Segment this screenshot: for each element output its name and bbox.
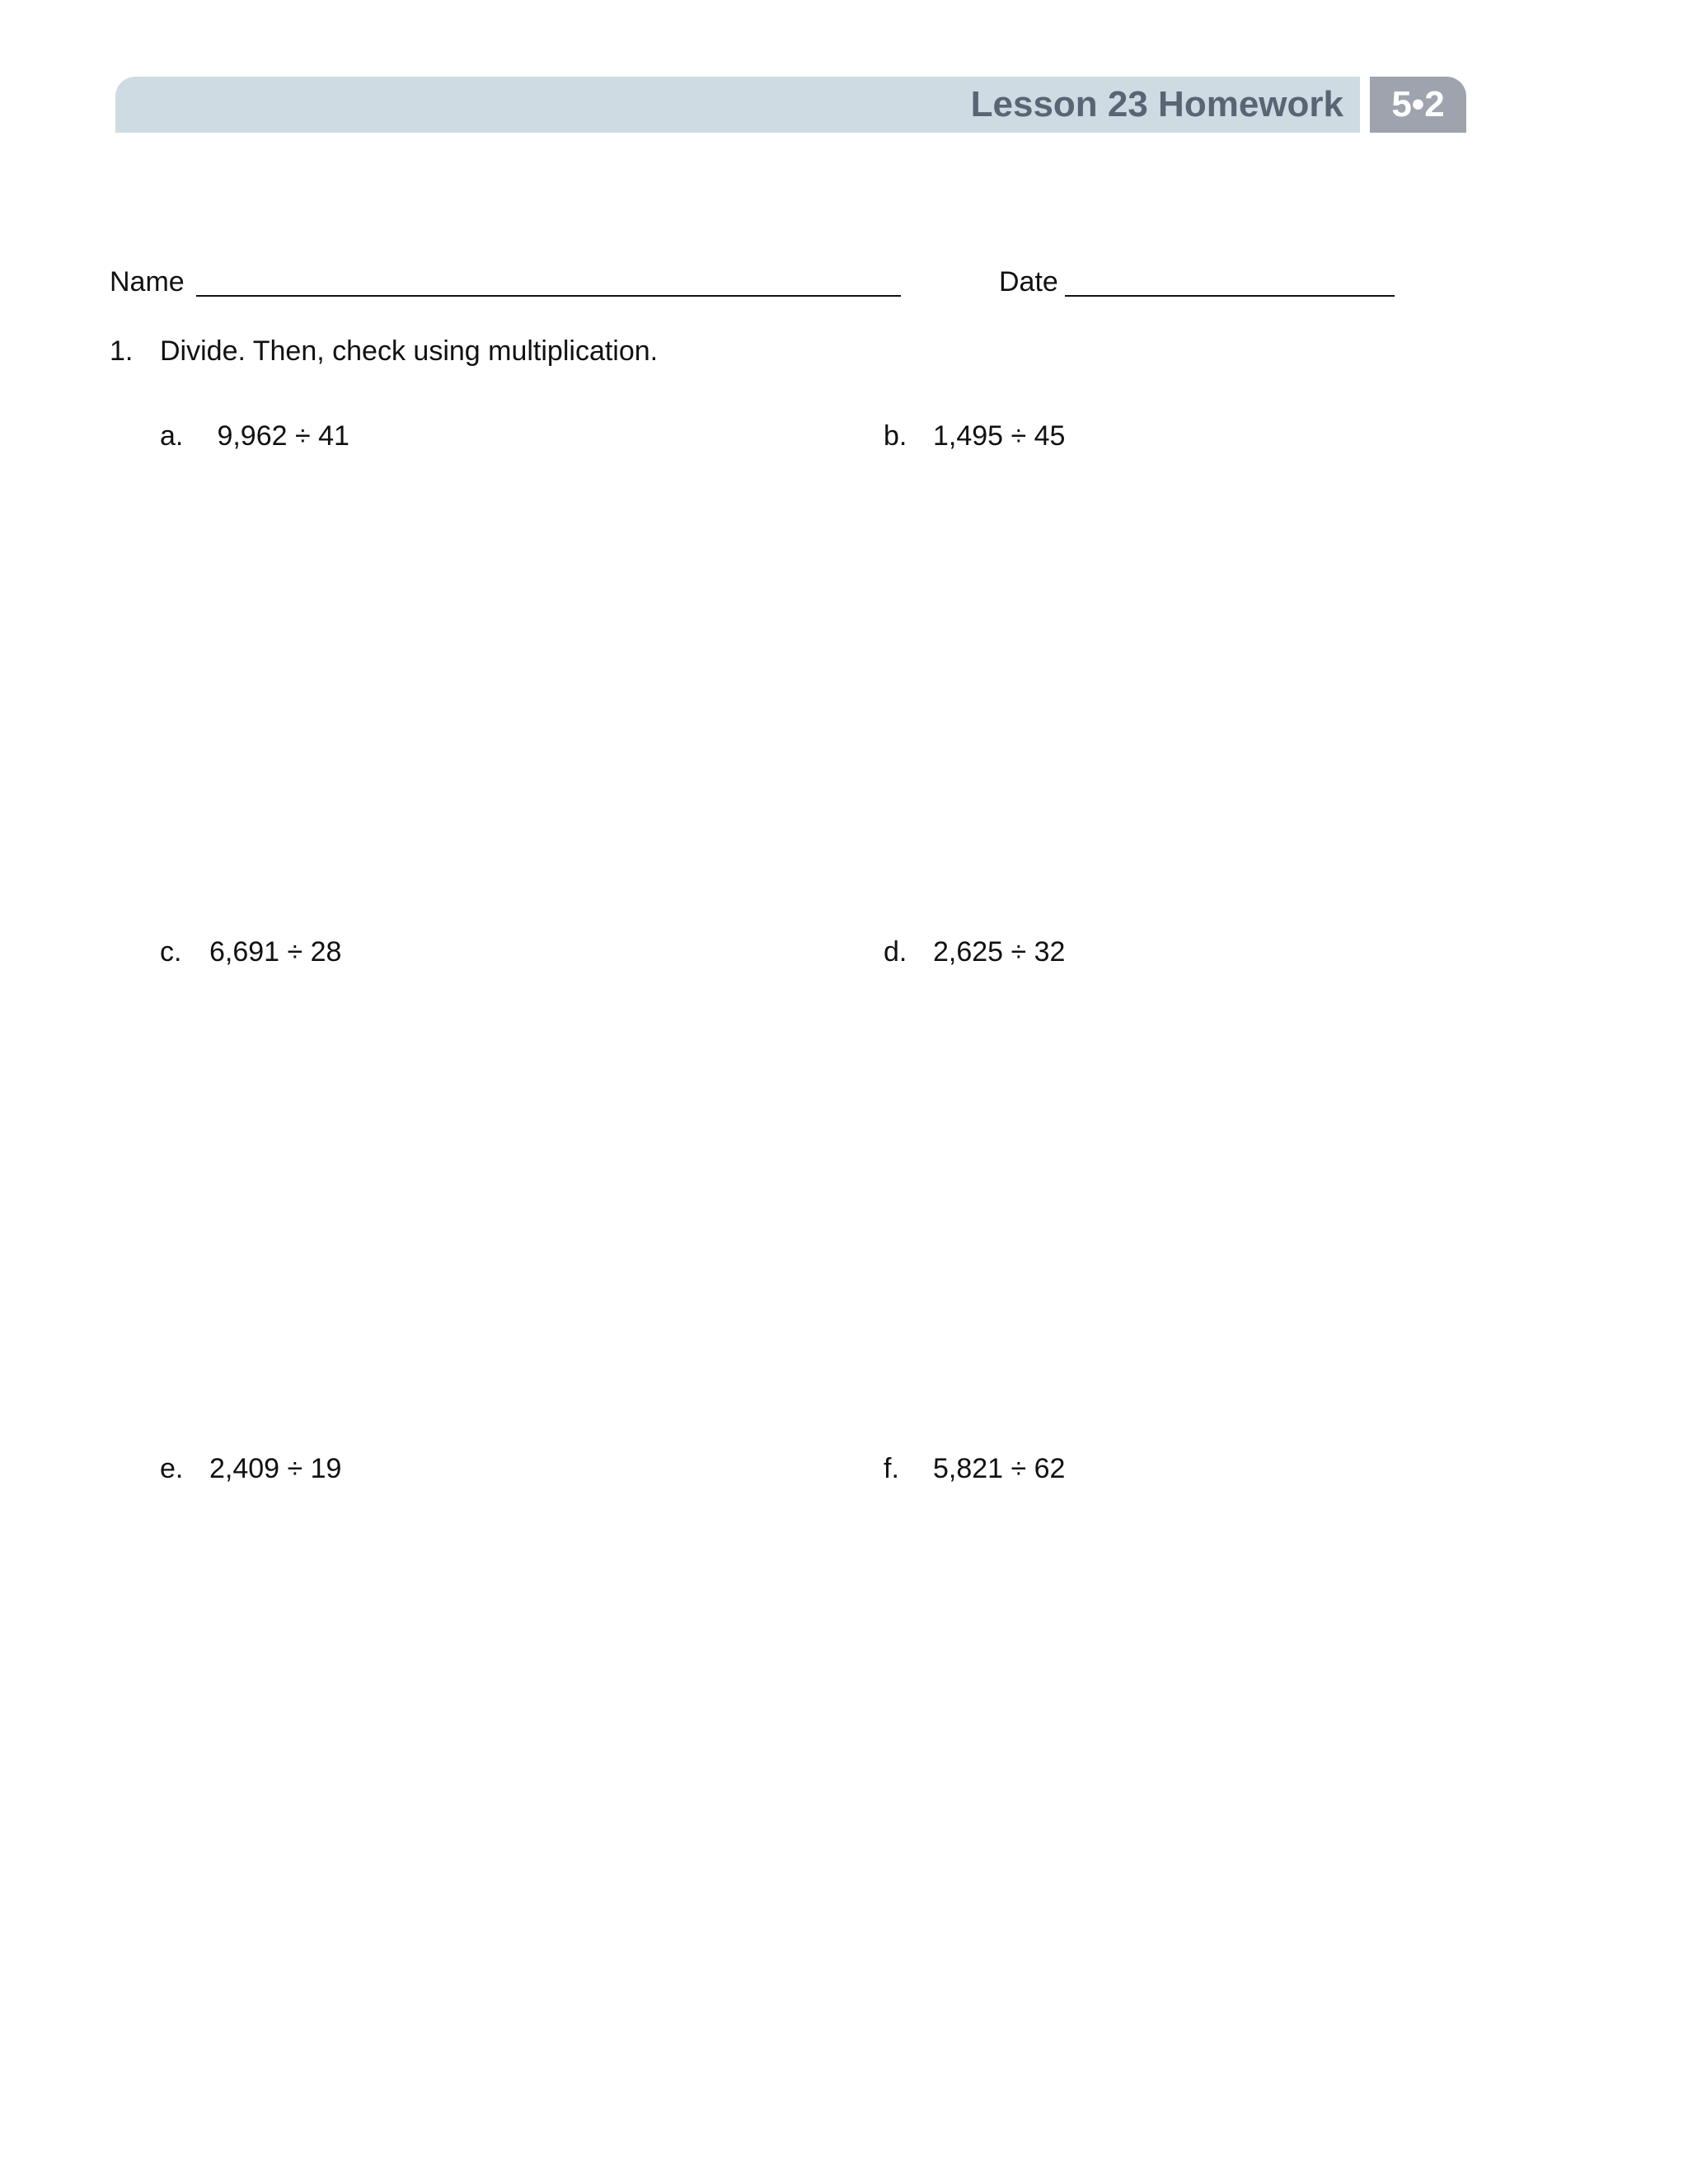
date-line[interactable] xyxy=(1065,295,1395,297)
problem-expression: 2,409 ÷ 19 xyxy=(209,1453,342,1484)
problem-expression: 9,962 ÷ 41 xyxy=(209,420,349,452)
problem-expression: 6,691 ÷ 28 xyxy=(209,936,342,968)
problem-letter: c. xyxy=(160,936,182,968)
question-number: 1. xyxy=(110,335,134,367)
problem-letter: a. xyxy=(160,420,184,452)
problem-expression: 1,495 ÷ 45 xyxy=(933,420,1066,452)
problem-expression: 2,625 ÷ 32 xyxy=(933,936,1066,968)
problem-letter: b. xyxy=(884,420,907,452)
problem-letter: e. xyxy=(160,1453,184,1484)
problem-b xyxy=(884,419,1065,452)
module-badge: 5•2 xyxy=(1370,77,1466,133)
problem-c xyxy=(160,935,341,968)
problem-expression: 5,821 ÷ 62 xyxy=(933,1453,1066,1484)
problem-e xyxy=(160,1452,341,1485)
lesson-title: Lesson 23 Homework xyxy=(970,84,1343,124)
lesson-header-bar xyxy=(115,77,1360,133)
problem-a xyxy=(160,419,349,452)
problem-letter: f. xyxy=(884,1453,899,1484)
question-instruction: Divide. Then, check using multiplication. xyxy=(160,335,659,367)
problem-f xyxy=(884,1452,1065,1485)
date-label: Date xyxy=(999,266,1058,298)
problem-d xyxy=(884,935,1065,968)
name-line[interactable] xyxy=(196,295,901,297)
name-label: Name xyxy=(110,266,185,298)
problem-letter: d. xyxy=(884,936,907,968)
